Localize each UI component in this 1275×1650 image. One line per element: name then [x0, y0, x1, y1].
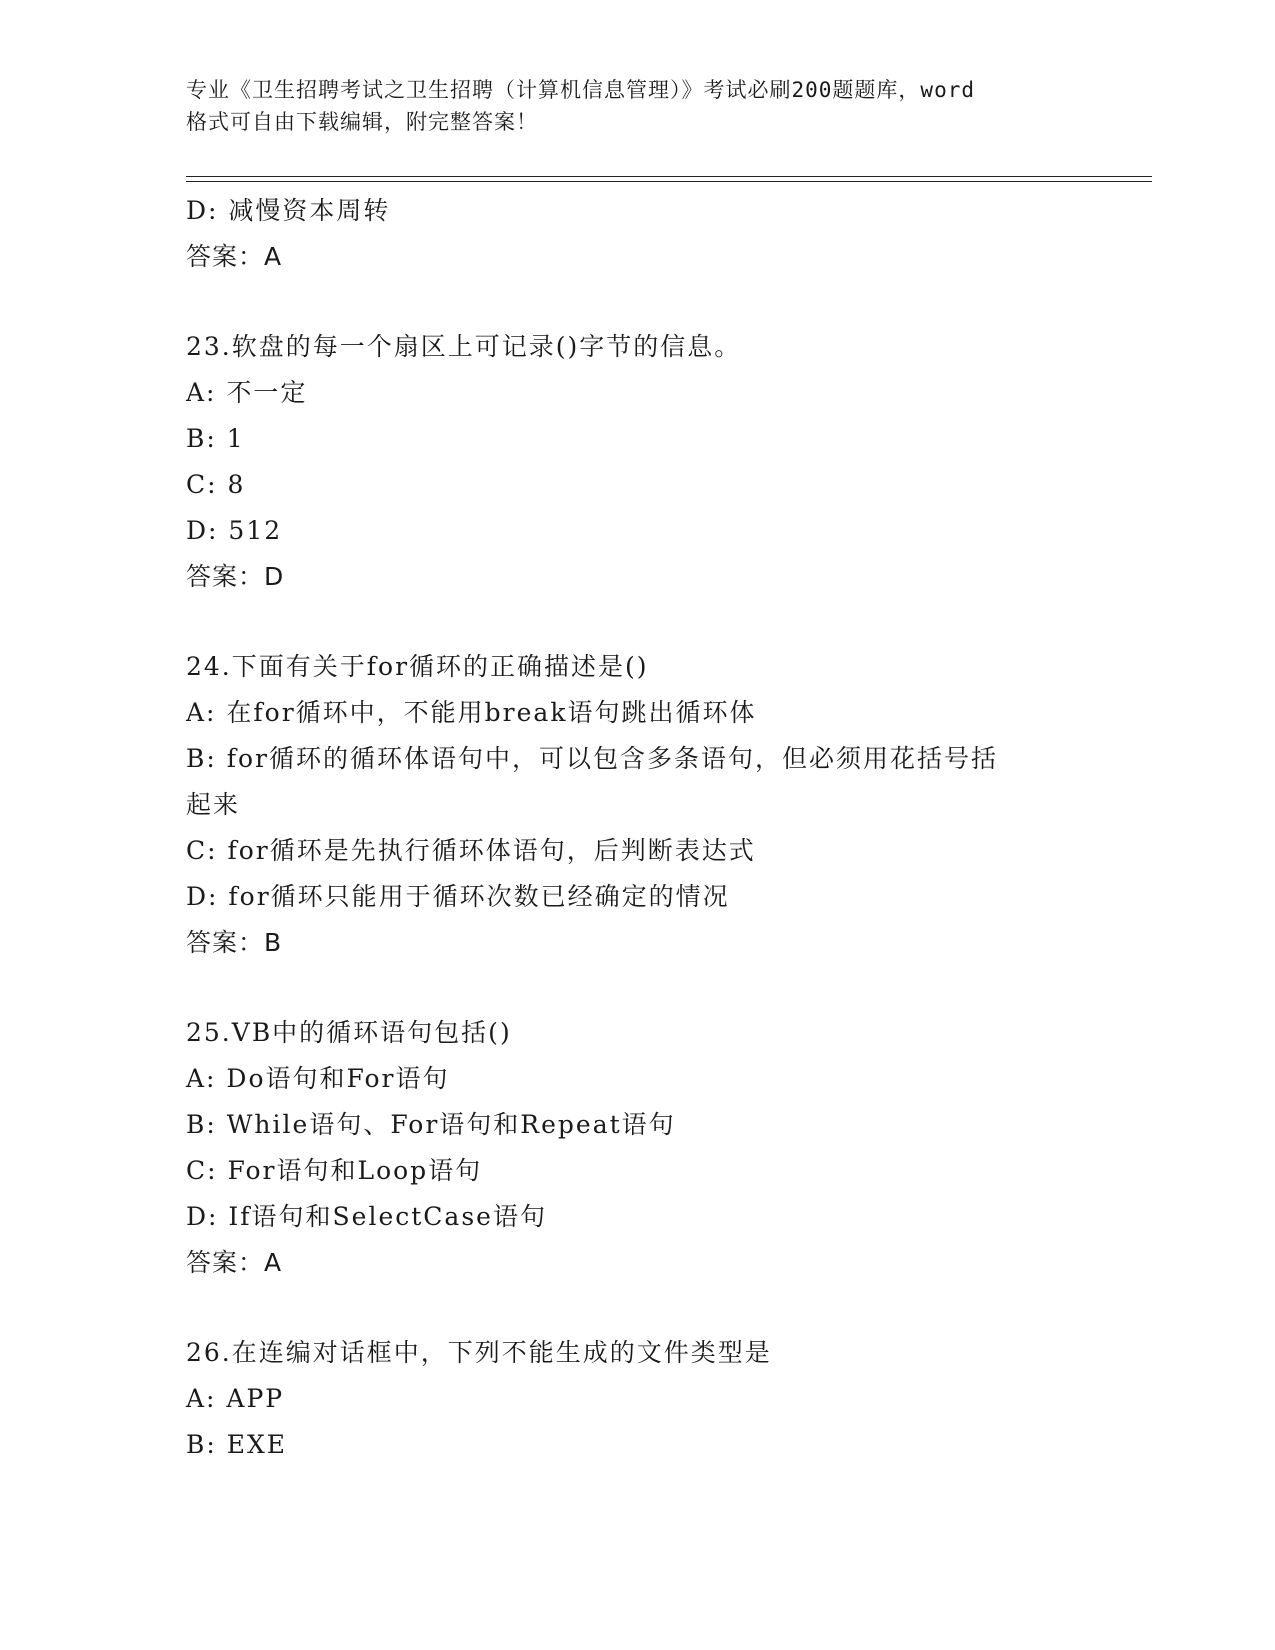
option-a: A: Do语句和For语句: [186, 1064, 450, 1093]
question-text: 24.下面有关于for循环的正确描述是(): [186, 652, 649, 681]
question-text: 26.在连编对话框中，下列不能生成的文件类型是: [186, 1338, 772, 1367]
option-c: C: for循环是先执行循环体语句，后判断表达式: [186, 836, 756, 865]
question-26: [186, 1330, 1086, 1468]
option-d: D: 减慢资本周转: [186, 196, 391, 225]
header-title-line-2: 格式可自由下载编辑，附完整答案！: [186, 110, 538, 134]
option-a: A: 不一定: [186, 378, 308, 407]
option-d: D: for循环只能用于循环次数已经确定的情况: [186, 882, 730, 911]
question-25: [186, 1010, 1086, 1286]
spacer: [186, 280, 1086, 324]
option-a: A: APP: [186, 1384, 285, 1413]
spacer: [186, 1286, 1086, 1330]
option-b: B: EXE: [186, 1430, 288, 1459]
question-23: [186, 324, 1086, 600]
document-header: [186, 74, 1086, 138]
option-a: A: 在for循环中，不能用break语句跳出循环体: [186, 698, 757, 727]
option-b-line-1: B: for循环的循环体语句中，可以包含多条语句，但必须用花括号括: [186, 744, 998, 773]
option-d: D: 512: [186, 516, 283, 545]
question-24: [186, 644, 1086, 966]
question-text: 23.软盘的每一个扇区上可记录()字节的信息。: [186, 332, 742, 361]
option-b: B: While语句、For语句和Repeat语句: [186, 1110, 676, 1139]
option-b: B: 1: [186, 424, 245, 453]
option-b-line-2: 起来: [186, 790, 241, 819]
answer-line: 答案：A: [186, 1248, 283, 1277]
answer-line: 答案：D: [186, 562, 285, 591]
option-d: D: If语句和SelectCase语句: [186, 1202, 547, 1231]
option-c: C: 8: [186, 470, 246, 499]
question-22-tail: [186, 188, 1086, 280]
answer-line: 答案：A: [186, 242, 283, 271]
header-divider-bottom: [186, 181, 1152, 182]
option-c: C: For语句和Loop语句: [186, 1156, 483, 1185]
spacer: [186, 600, 1086, 644]
answer-line: 答案：B: [186, 928, 283, 957]
question-text: 25.VB中的循环语句包括(): [186, 1018, 512, 1047]
spacer: [186, 966, 1086, 1010]
header-title-line-1: 专业《卫生招聘考试之卫生招聘（计算机信息管理）》考试必刷200题题库，word: [186, 78, 975, 102]
question-list: [186, 188, 1086, 1468]
header-divider-top: [186, 176, 1152, 177]
